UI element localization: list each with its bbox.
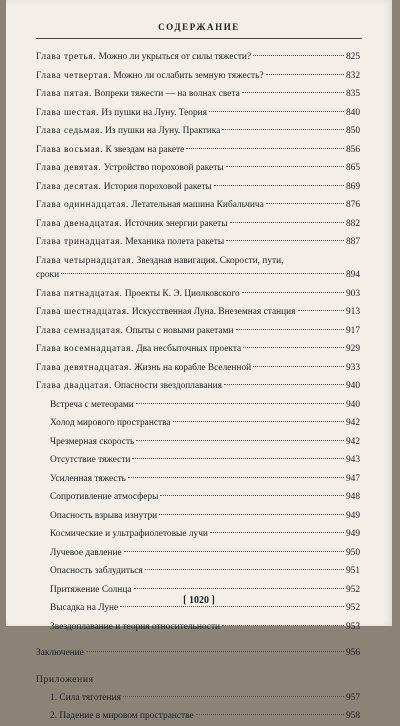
leader-dots xyxy=(242,92,344,93)
toc-subentry xyxy=(36,396,360,415)
toc-entry xyxy=(36,104,360,123)
chapter-number: Глава восьмая. xyxy=(36,144,104,155)
chapter-title: Жизнь на корабле Вселенной xyxy=(131,362,252,373)
section-title: Чрезмерная скорость xyxy=(50,436,135,447)
page-number: 856 xyxy=(345,144,360,155)
leader-dots xyxy=(230,222,344,223)
leader-dots xyxy=(210,532,344,533)
chapter-number: Глава девятнадцатая. xyxy=(36,362,132,373)
chapter-title: Звездная навигация. Скорости, пути, xyxy=(134,255,284,266)
toc-entry xyxy=(36,141,360,160)
page-number: 835 xyxy=(345,89,360,99)
chapter-number: Глава двенадцатая. xyxy=(36,218,123,229)
leader-dots xyxy=(214,185,344,186)
chapter-title: Можно ли укрыться от силы тяжести? xyxy=(96,52,252,62)
toc-appendix-entry xyxy=(36,689,360,708)
section-title: Холод мирового пространства xyxy=(50,418,171,428)
toc-entry xyxy=(36,178,360,197)
toc-entry xyxy=(36,215,360,234)
page-number: 832 xyxy=(345,70,360,81)
page-number: 825 xyxy=(345,52,360,62)
toc-subentry xyxy=(36,470,360,489)
section-title: Звездоплавание и теория относительности xyxy=(50,621,221,632)
chapter-title: Механика полета ракеты xyxy=(123,237,225,247)
toc-subentry xyxy=(36,451,360,470)
section-title: Сопротивление атмосферы xyxy=(50,492,159,502)
page-number: 903 xyxy=(345,288,360,299)
chapter-title: Из пушки на Луну. Практика xyxy=(102,126,221,136)
page-header: СОДЕРЖАНИЕ xyxy=(158,22,240,32)
chapter-number: Глава семнадцатая. xyxy=(36,325,124,336)
leader-dots xyxy=(226,166,344,167)
page-number: 882 xyxy=(345,218,360,229)
chapter-number: Глава двадцатая. xyxy=(36,381,112,391)
chapter-title: История пороховой ракеты xyxy=(101,181,212,192)
chapter-number: Глава восемнадцатая. xyxy=(36,344,134,354)
chapter-title: Устройство пороховой ракеты xyxy=(101,163,224,173)
leader-dots xyxy=(136,440,344,441)
leader-dots xyxy=(173,421,344,422)
chapter-number: Глава седьмая. xyxy=(36,126,103,136)
toc-subentry xyxy=(36,488,360,507)
leader-dots xyxy=(196,714,344,715)
section-title: Опасность взрыва изнутри xyxy=(50,510,158,521)
section-title: Космические и ультрафиолетовые лучи xyxy=(50,529,208,539)
toc-subentry xyxy=(36,544,360,563)
page-number: 942 xyxy=(345,436,360,447)
page-number: 876 xyxy=(345,200,360,210)
toc-subentry xyxy=(36,562,360,581)
chapter-title: Источник энергии ракеты xyxy=(122,218,228,229)
section-title: 1. Сила тяготения xyxy=(50,692,121,703)
page-number: 958 xyxy=(345,711,360,721)
section-title: 2. Падение в мировом пространстве xyxy=(50,711,194,721)
toc-entry xyxy=(36,233,360,252)
page-number: 917 xyxy=(345,325,360,336)
chapter-list-2 xyxy=(36,285,360,396)
chapter-number: Глава четвертая. xyxy=(36,70,112,81)
chapter-number: Глава десятая. xyxy=(36,181,102,192)
toc-entry xyxy=(36,85,360,104)
chapter-title: К звездам на ракете xyxy=(103,144,185,155)
toc-entry xyxy=(36,67,360,86)
toc-entry xyxy=(36,303,360,322)
leader-dots xyxy=(124,551,344,552)
chapter-number: Глава шестнадцатая. xyxy=(36,307,130,317)
page-number: 956 xyxy=(345,648,360,658)
page-number: 951 xyxy=(345,566,360,576)
chapter-number: Глава третья. xyxy=(36,52,97,62)
leader-dots xyxy=(134,588,344,589)
leader-dots xyxy=(224,384,344,385)
page-number: 894 xyxy=(345,269,360,280)
leader-dots xyxy=(160,495,344,496)
appendix-list xyxy=(36,689,360,726)
page-number: 953 xyxy=(345,621,360,632)
leader-dots xyxy=(128,477,344,478)
page-number: 957 xyxy=(345,692,360,703)
section-title: Высадка на Луне xyxy=(50,603,119,613)
page-number: 929 xyxy=(345,344,360,354)
leader-dots xyxy=(226,240,344,241)
page-number: 947 xyxy=(345,473,360,484)
page-number: 940 xyxy=(345,381,360,391)
leader-dots xyxy=(253,55,344,56)
toc-entry xyxy=(36,285,360,304)
leader-dots xyxy=(209,111,344,112)
toc-entry-wrapped xyxy=(36,254,360,282)
leader-dots xyxy=(159,514,344,515)
toc-entry xyxy=(36,159,360,178)
toc-entry xyxy=(36,377,360,396)
page-number: 943 xyxy=(345,455,360,465)
toc-entry-conclusion xyxy=(36,644,360,663)
chapter-number: Глава пятнадцатая. xyxy=(36,288,123,299)
chapter-title: Опыты с новыми ракетами xyxy=(123,325,234,336)
section-title: Лучевое давление xyxy=(50,547,122,558)
leader-dots xyxy=(298,310,344,311)
appendix-heading: Приложения xyxy=(36,673,94,685)
page-number: 933 xyxy=(345,362,360,373)
leader-dots xyxy=(222,129,344,130)
toc-appendix-entry xyxy=(36,707,360,726)
section-title: Притяжение Солнца xyxy=(50,584,132,595)
chapter-title: Опасности звездоплавания xyxy=(111,381,222,391)
leader-dots xyxy=(145,569,344,570)
chapter-number: Глава шестая. xyxy=(36,107,99,118)
chapter-title: Искусственная Луна. Внеземная станция xyxy=(129,307,296,317)
chapter-number: Глава четырнадцатая. xyxy=(36,255,135,266)
toc-subentry xyxy=(36,414,360,433)
leader-dots xyxy=(236,329,344,330)
leader-dots xyxy=(120,606,344,607)
section-title: Усиленная тяжесть xyxy=(50,473,126,484)
toc-entry xyxy=(36,322,360,341)
page-number-footer: [ 1020 ] xyxy=(183,595,215,606)
page-number: 950 xyxy=(345,547,360,558)
page-number: 913 xyxy=(345,307,360,317)
toc-entry xyxy=(36,359,360,378)
chapter-number: Глава тринадцатая. xyxy=(36,237,123,247)
chapter-title: Два несбыточных проекта xyxy=(133,344,242,354)
chapter-title: Можно ли ослабить земную тяжесть? xyxy=(111,70,264,81)
chapter-title: Летательная машина Кибальчича xyxy=(128,200,264,210)
page-number: 865 xyxy=(345,163,360,173)
chapter-list xyxy=(36,48,360,252)
leader-dots xyxy=(266,203,344,204)
chapter-number: Глава одиннадцатая. xyxy=(36,200,129,210)
page-number: 869 xyxy=(345,181,360,192)
toc-entry xyxy=(36,48,360,67)
conclusion-title: Заключение xyxy=(36,648,84,658)
page-number: 949 xyxy=(345,510,360,521)
toc-subentry xyxy=(36,433,360,452)
leader-dots xyxy=(266,74,344,75)
section-title: Опасность заблудиться xyxy=(50,566,143,576)
header-rule xyxy=(36,38,362,39)
leader-dots xyxy=(243,347,344,348)
book-page xyxy=(6,0,392,721)
leader-dots xyxy=(222,625,344,626)
leader-dots xyxy=(136,403,344,404)
toc-subentry xyxy=(36,525,360,544)
page-number: 850 xyxy=(345,126,360,136)
chapter-number: Глава девятая. xyxy=(36,163,102,173)
leader-dots xyxy=(86,651,344,652)
leader-dots xyxy=(61,273,344,274)
leader-dots xyxy=(253,366,344,367)
page-number: 948 xyxy=(345,492,360,502)
chapter-title: Из пушки на Луну. Теория xyxy=(98,107,207,118)
toc-subentry xyxy=(36,507,360,526)
toc-entry xyxy=(36,340,360,359)
toc-entry xyxy=(36,122,360,141)
page-number: 887 xyxy=(345,237,360,247)
chapter-title-continued: сроки xyxy=(36,269,60,280)
page-number: 952 xyxy=(345,584,360,595)
chapter-number: Глава пятая. xyxy=(36,89,92,99)
toc-subentry xyxy=(36,618,360,637)
toc-entry xyxy=(36,196,360,215)
page-number: 952 xyxy=(345,603,360,613)
page-number: 940 xyxy=(345,399,360,410)
leader-dots xyxy=(123,696,344,697)
page-number: 949 xyxy=(345,529,360,539)
table-of-contents xyxy=(36,48,360,726)
leader-dots xyxy=(132,458,344,459)
chapter-title: Проекты К. Э. Циолковского xyxy=(122,288,240,299)
section-title: Отсутствие тяжести xyxy=(50,455,131,465)
chapter-title: Вопреки тяжести — на волнах света xyxy=(91,89,240,99)
section-title: Встреча с метеорами xyxy=(50,399,134,410)
leader-dots xyxy=(242,292,344,293)
page-number: 942 xyxy=(345,418,360,428)
leader-dots xyxy=(186,148,344,149)
page-number: 840 xyxy=(345,107,360,118)
